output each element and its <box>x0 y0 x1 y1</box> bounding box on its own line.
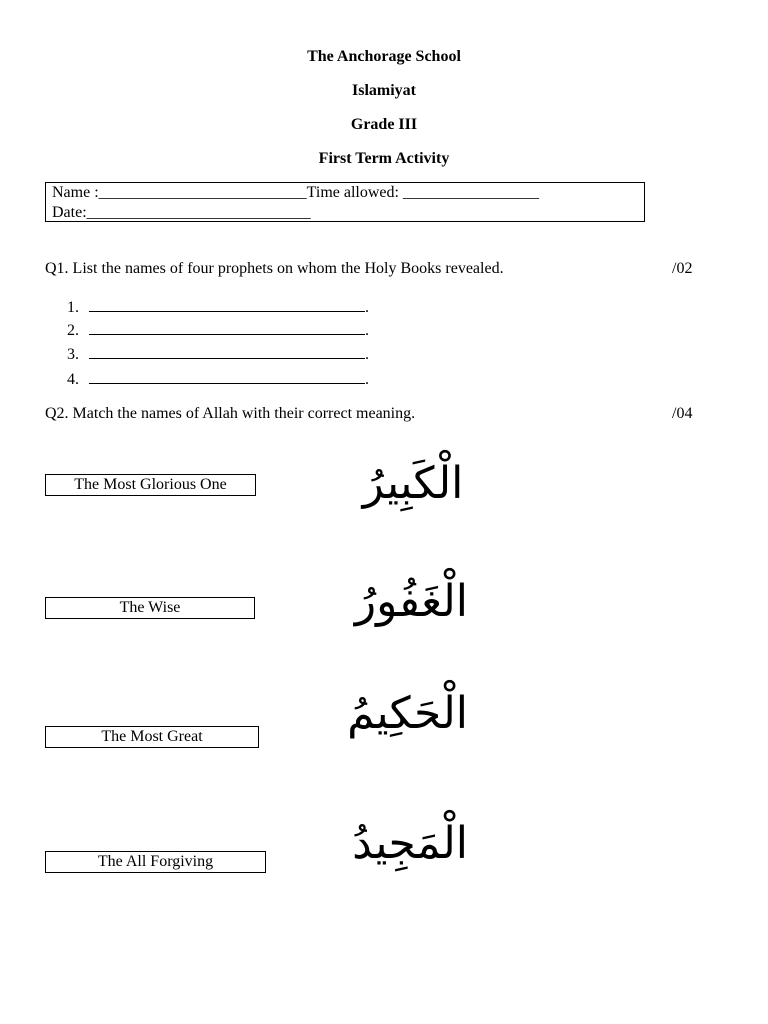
answer-period: . <box>365 299 369 316</box>
answer-blank[interactable] <box>89 297 365 312</box>
time-allowed-field[interactable]: Time allowed: _________________ <box>306 184 539 201</box>
answer-number: 2. <box>67 322 79 339</box>
meaning-box[interactable]: The Wise <box>45 597 255 619</box>
question-1-marks: /02 <box>672 260 693 277</box>
activity-title: First Term Activity <box>318 150 450 167</box>
answer-period: . <box>365 346 369 363</box>
answer-blank[interactable] <box>89 344 365 359</box>
grade-title: Grade III <box>350 116 418 133</box>
answer-number: 3. <box>67 346 79 363</box>
answer-line[interactable] <box>67 320 369 340</box>
arabic-name-al-majid: الْمَجِيدُ <box>352 818 468 869</box>
answer-line[interactable] <box>67 369 369 389</box>
arabic-name-al-ghafur: الْغَفُورُ <box>354 576 468 627</box>
arabic-name-al-hakim: الْحَكِيمُ <box>347 688 468 739</box>
meaning-box[interactable]: The All Forgiving <box>45 851 266 873</box>
name-field[interactable]: Name :__________________________ <box>52 184 307 201</box>
answer-period: . <box>365 371 369 388</box>
answer-period: . <box>365 322 369 339</box>
arabic-name-al-kabir: الْكَبِيرُ <box>362 458 464 509</box>
subject-title: Islamiyat <box>352 82 416 99</box>
answer-line[interactable] <box>67 297 369 317</box>
answer-number: 4. <box>67 371 79 388</box>
school-name: The Anchorage School <box>307 48 461 65</box>
meaning-box[interactable]: The Most Glorious One <box>45 474 256 496</box>
answer-line[interactable] <box>67 344 369 364</box>
student-info-box <box>45 182 645 222</box>
answer-blank[interactable] <box>89 369 365 384</box>
date-field[interactable]: Date:____________________________ <box>52 204 311 221</box>
answer-blank[interactable] <box>89 320 365 335</box>
answer-number: 1. <box>67 299 79 316</box>
meaning-box[interactable]: The Most Great <box>45 726 259 748</box>
question-2-marks: /04 <box>672 405 693 422</box>
question-1-text: Q1. List the names of four prophets on whom the Holy Books revealed. <box>45 260 504 277</box>
question-2-text: Q2. Match the names of Allah with their correct meaning. <box>45 405 416 422</box>
